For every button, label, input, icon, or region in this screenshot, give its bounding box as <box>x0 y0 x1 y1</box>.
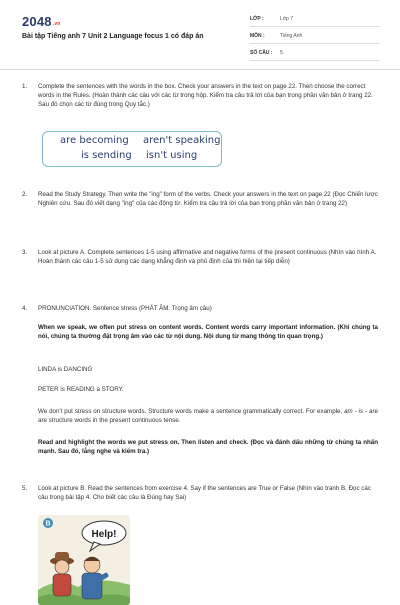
meta-label: SỐ CÂU : <box>250 50 273 56</box>
question-2 <box>22 190 382 208</box>
content-words-explanation: When we speak, we often put stress on content words. Content words carry important information. (Khi chúng ta nói, chúng ta thường đặt trọng âm vào các từ nội dung. Nội dung từ mang thông tin quan trọng.) <box>38 324 378 340</box>
document-title: Bài tập Tiếng anh 7 Unit 2 Language focus 1 có đáp án <box>22 33 204 40</box>
header-divider <box>0 69 400 70</box>
site-logo[interactable] <box>22 14 61 29</box>
meta-row-count <box>250 46 380 61</box>
question-5 <box>22 484 382 502</box>
picture-b-illustration <box>38 515 130 605</box>
example-sentence-1: LINDA is DANCING <box>38 366 93 373</box>
question-text: Look at picture A. Complete sentences 1-5 using affirmative and negative forms of the present continuous (Nhìn vào hình A. Hoàn thành các câu 1-5 sử dụng các dạng khẳng định và phủ định của thì hiện tại tiếp diễn) <box>38 249 377 265</box>
meta-value: 5 <box>280 50 283 56</box>
structure-text: We don't put stress on structure words. Structure words make a sentence grammatically correct. For example, <box>38 408 343 415</box>
structure-example: am - is - are <box>344 408 378 415</box>
question-number: 1. <box>22 83 28 90</box>
picture-b <box>38 515 130 605</box>
question-4 <box>22 304 382 313</box>
meta-row-subject <box>250 29 380 44</box>
question-text: Look at picture B. Read the sentences from exercise 4. Say if the sentences are True or False (Nhìn vào tranh B. Đọc các câu trong bài tập 4. Cho biết các câu là Đúng hay Sai) <box>38 485 371 501</box>
structure-words-explanation <box>38 407 378 425</box>
header <box>0 0 400 60</box>
meta-label: MÔN : <box>250 33 265 39</box>
meta-value: Tiếng Anh <box>280 33 303 39</box>
speech-bubble-text: Help! <box>91 529 117 540</box>
question-1 <box>22 82 382 109</box>
meta-value: Lớp 7 <box>280 16 294 22</box>
structure-text: are structure words in the present continuous tense. <box>38 417 181 424</box>
question-number: 2. <box>22 191 28 198</box>
question-number: 5. <box>22 485 28 492</box>
question-3 <box>22 248 382 266</box>
question-number: 4. <box>22 305 28 312</box>
example-sentence-2: PETER is READING a STORY. <box>38 386 124 393</box>
meta-label: LỚP : <box>250 16 264 22</box>
word-option: is sending <box>81 150 132 161</box>
question-text: Read the Study Strategy. Then write the "ing" form of the verbs. Check your answers in the text on page 22 (Đọc Chiến lược Nghiên cứu. Sau đó viết dạng "ing" của các động từ. Kiểm tra câu trả lời của bạn trong phần văn bản ở trang 22) <box>38 191 378 207</box>
word-option: are becoming <box>60 135 129 146</box>
meta-panel <box>250 12 380 63</box>
word-option: isn't using <box>146 150 198 161</box>
word-option: aren't speaking <box>143 135 221 146</box>
picture-badge-label: B <box>45 520 51 528</box>
logo-suffix: .vn <box>52 21 61 27</box>
question-number: 3. <box>22 249 28 256</box>
highlight-instruction: Read and highlight the words we put stress on. Then listen and check. (Đọc và đánh dấu những từ chúng ta nhấn mạnh. Sau đó, lắng nghe và kiểm tra.) <box>38 439 378 455</box>
meta-row-class <box>250 12 380 27</box>
logo-text: 2048 <box>22 14 52 29</box>
question-text: Complete the sentences with the words in the box. Check your answers in the text on page 22. Then choose the correct words in the Rules. (Hoàn thành các câu với các từ trong hộp. Kiểm tra câu trả lời của bạn trong phần văn bản ở trang 22. Sau đó chọn các từ đúng trong Quy tắc.) <box>38 83 373 108</box>
question-text: PRONUNCIATION. Sentence stress (PHÁT ÂM. Trọng âm câu) <box>38 305 212 312</box>
word-box <box>42 131 222 167</box>
